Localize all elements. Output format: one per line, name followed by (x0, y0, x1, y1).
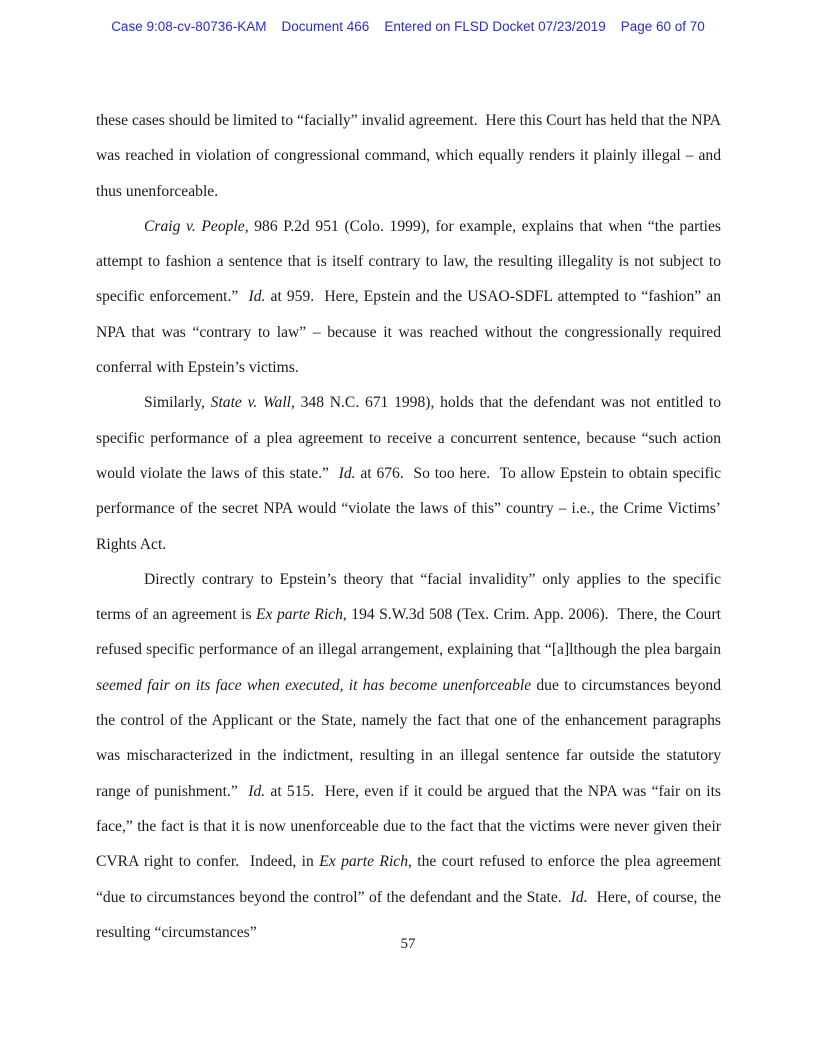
page-number: 57 (400, 936, 416, 952)
docket-entry-date: Entered on FLSD Docket 07/23/2019 (384, 19, 606, 34)
text-run: Here, of course, the resulting “circumstances” (96, 888, 722, 941)
document-number: Document 466 (281, 19, 370, 34)
ecf-stamp-header (0, 19, 816, 34)
italic-text-run: Id. (248, 782, 266, 800)
italic-text-run: Id. (248, 288, 266, 306)
text-run: , 348 N.C. 671 1998), holds that the defendant was not entitled to specific performance of a plea agreement to receive a concurrent sentence, because “such action would violate the laws of this state.” (96, 394, 721, 482)
text-run: at 515. Here, even if it could be argued that the NPA was “fair on its face,” the fact is that it is now unenforceable due to the fact that the victims were never given their CVRA right to confer. Indeed, in (96, 782, 721, 871)
text-run: Directly contrary to Epstein’s theory that “facial invalidity” only applies to the specific terms of an agreement is (96, 570, 721, 624)
italic-text-run: Ex parte Rich (319, 853, 408, 871)
italic-text-run: seemed fair on its face when executed, it has become unenforceable (96, 676, 532, 694)
italic-text-run: Id. (570, 888, 588, 906)
italic-text-run: Id. (338, 464, 356, 482)
text-run: these cases should be limited to “facially” invalid agreement. Here this Court has held that the NPA was reached in violation of congressional command, which equally renders it plainly illegal – and thus unenforceable. (96, 112, 721, 200)
italic-text-run: Craig v. People (144, 217, 245, 235)
page-of-pages: Page 60 of 70 (620, 19, 705, 34)
paragraph (96, 385, 721, 561)
italic-text-run: Ex parte Rich (256, 606, 343, 624)
text-run: at 959. Here, Epstein and the USAO-SDFL attempted to “fashion” an NPA that was “contrary to law” – because it was reached without the congressionally required conferral with Epstein’s victims. (96, 288, 721, 377)
paragraph (96, 562, 721, 950)
paragraph (96, 209, 721, 385)
text-run: Similarly, (144, 394, 211, 412)
italic-text-run: State v. Wall (210, 394, 291, 412)
case-number: Case 9:08-cv-80736-KAM (111, 19, 267, 34)
document-body (96, 103, 721, 950)
paragraph (96, 103, 721, 209)
text-run: , 986 P.2d 951 (Colo. 1999), for example, explains that when “the parties attempt to fashion a sentence that is itself contrary to law, the resulting illegality is not subject to specific enforcement.” (96, 217, 721, 306)
text-run: , 194 S.W.3d 508 (Tex. Crim. App. 2006). There, the Court refused specific performance of an illegal arrangement, explaining that “[a]lthough the plea bargain (96, 606, 721, 659)
text-run: , the court refused to enforce the plea agreement “due to circumstances beyond the control” of the defendant and the State. (96, 853, 721, 906)
text-run: due to circumstances beyond the control of the Applicant or the State, namely the fact that one of the enhancement paragraphs was mischaracterized in the indictment, resulting in an illegal sentence far outside the statutory range of punishment.” (96, 676, 721, 800)
text-run: at 676. So too here. To allow Epstein to obtain specific performance of the secret NPA would “violate the laws of this” country – i.e., the Crime Victims’ Rights Act. (96, 464, 722, 553)
